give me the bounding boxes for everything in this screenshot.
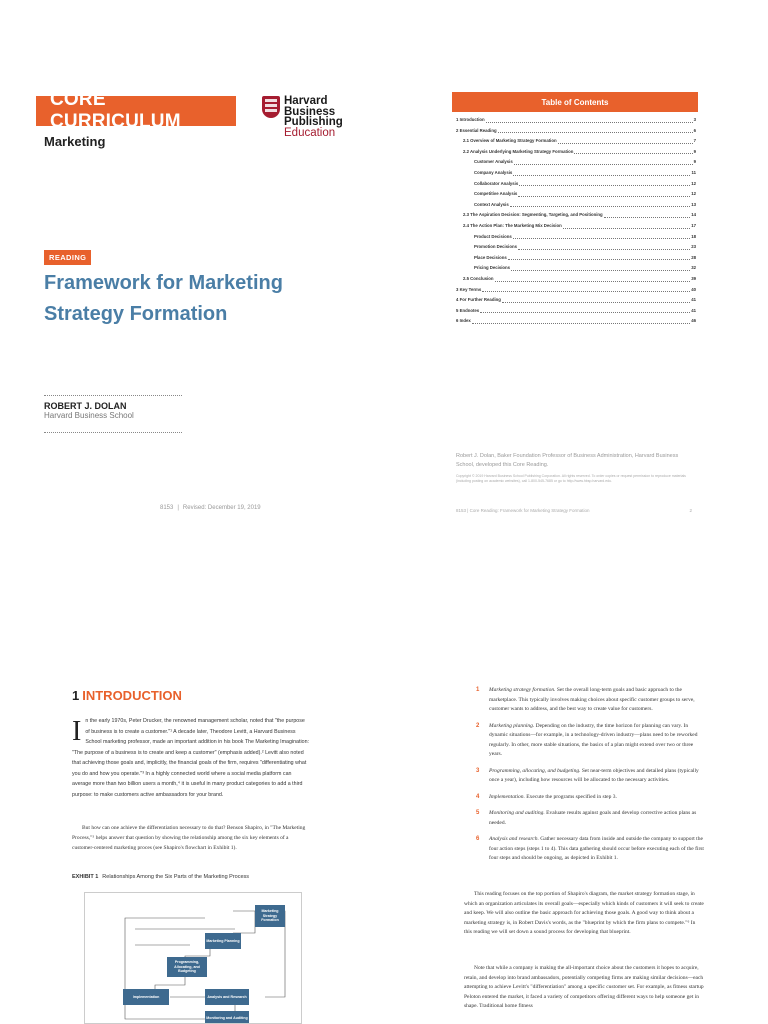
- toc-entry-page: 39: [691, 275, 696, 281]
- toc-entry[interactable]: [456, 179, 696, 190]
- page-number: 2: [689, 508, 692, 513]
- step-description: Gather necessary data from inside and outside the company to support the four action steps (steps 1 to 4). This data gathering should occur before executing each of the first four steps and should be ongoing, as depicted in Exhibit 1.: [489, 836, 704, 861]
- toc-entry-title: 5 Endnotes: [456, 307, 480, 313]
- toc-entry-title: Context Analysis: [474, 201, 509, 207]
- section-number: 1: [72, 688, 80, 703]
- step-term: Monitoring and auditing.: [489, 810, 545, 816]
- toc-entry[interactable]: [456, 232, 696, 243]
- toc-entry[interactable]: [456, 285, 696, 296]
- toc-entry[interactable]: [456, 221, 696, 232]
- toc-entry-page: 18: [691, 233, 696, 239]
- step-description: Evaluate results against goals and develop corrective action plans as needed.: [489, 810, 697, 826]
- toc-entry-page: 12: [691, 180, 696, 186]
- author-bio: Robert J. Dolan, Baker Foundation Professor of Business Administration, Harvard Business School, developed this Core Reading.: [456, 453, 679, 468]
- toc-entry-page: 9: [693, 148, 696, 154]
- reading-badge: READING: [44, 250, 91, 265]
- hbp-word-education: Education: [284, 126, 336, 139]
- toc-entry-page: 46: [691, 318, 696, 324]
- toc-entry-page: 11: [691, 169, 696, 175]
- toc-entry-title: 2.3 The Aspiration Decision: Segmenting, Targeting, and Positioning: [463, 212, 603, 218]
- step-description: Set the overall long-term goals and basic approach to the marketplace. This typically involves making choices about specific customer groups to serve, customer wants to address, and the best way to create value for customers.: [489, 687, 695, 712]
- box-implementation: Implementation: [123, 989, 169, 1005]
- toc-entry-page: 14: [691, 212, 696, 218]
- toc-leader-dots: [482, 285, 690, 293]
- step-term: Marketing strategy formation.: [489, 687, 556, 693]
- toc-entry-title: Company Analysis: [474, 169, 513, 175]
- dotted-divider-bottom: [44, 432, 182, 433]
- toc-entry-title: 2.1 Overview of Marketing Strategy Formation: [463, 138, 557, 144]
- exhibit-label: EXHIBIT 1: [72, 874, 99, 880]
- toc-leader-dots: [495, 274, 691, 282]
- process-step: [476, 686, 704, 715]
- toc-entry-page: 13: [691, 201, 696, 207]
- step-term: Programming, allocating, and budgeting.: [489, 767, 581, 774]
- core-curriculum-banner: [36, 89, 236, 132]
- section-title: INTRODUCTION: [82, 688, 182, 703]
- step-text: [489, 767, 704, 786]
- step-number: 3: [476, 767, 480, 774]
- marketing-process-diagram: [84, 892, 302, 1024]
- document-title: Framework for Marketing Strategy Formation: [44, 272, 283, 325]
- step-number: 4: [476, 793, 480, 800]
- step-number: 2: [476, 722, 480, 729]
- toc-leader-dots: [513, 232, 690, 240]
- box-planning: Marketing Planning: [205, 933, 241, 949]
- toc-leader-dots: [480, 306, 690, 314]
- intro-text-1: n the early 1970s, Peter Drucker, the renowned management scholar, noted that "the purpose of business is to create a customer."¹ A decade later, Theodore Levitt, a Harvard Business School marketing professor, made an important addition in his book The Marketing Imagination: "The purpose of a business is to create and keep a customer" (emphasis added).² Levitt also noted that achieving those goals and, implicitly, the financial goals of the firm, requires "differentiating what you do and how you operate."³ In a highly connected world where a social media platform can average more than two billion users a month,⁴ it is useful in many product categories to add a third purpose: to make customers active ambassadors for your brand.: [72, 718, 309, 798]
- toc-entry-title: Customer Analysis: [474, 159, 513, 165]
- step-description: Set near-term objectives and detailed plans (typically once a year), including how resources will be allocated to the necessary activities.: [489, 767, 699, 783]
- step-term: Marketing planning.: [489, 722, 535, 729]
- toc-entry-title: Collaborator Analysis: [474, 180, 519, 186]
- intro-paragraph-4: Note that while a company is making the all-important choice about the customers it hopes to acquire, retain, and develop into brand ambassadors, potentially competing firms are making similar decisions—each attempting to achieve Levitt's "differentiation" among a specific customer set. For example, as fitness startup Peloton entered the market, it faced a variety of competitors offering different ways to help someone get in shape. Traditional home fitness: [464, 965, 704, 1009]
- copyright-notice: Copyright © 2019 Harvard Business School Publishing Corporation. All rights reserved. To order copies or request permission to reproduce materials (including posting on academic websites), call 1-800-545-7685 or go to http://www.hbsp.harvard.edu.: [456, 474, 686, 483]
- toc-header: Table of Contents: [452, 92, 698, 112]
- toc-entry-title: 2.5 Conclusion: [463, 275, 494, 281]
- toc-entry-title: 2.4 The Action Plan: The Marketing Mix Decision: [463, 222, 562, 228]
- toc-leader-dots: [574, 147, 692, 155]
- toc-entry-title: 4 For Further Reading: [456, 297, 501, 303]
- toc-entry[interactable]: [456, 115, 696, 126]
- hbp-wordmark: [284, 96, 343, 138]
- exhibit-title: Relationships Among the Six Parts of the Marketing Process: [102, 874, 250, 880]
- footer-title: 8153 | Core Reading: Framework for Marketing Strategy Formation: [456, 508, 590, 513]
- box-monitoring: Monitoring and Auditing: [205, 1011, 249, 1024]
- toc-leader-dots: [518, 189, 690, 197]
- toc-leader-dots: [604, 210, 691, 218]
- toc-entry-title: 1 Introduction: [456, 117, 485, 122]
- toc-entry-title: 6 Index: [456, 318, 471, 324]
- process-step: [476, 722, 704, 760]
- toc-entry[interactable]: [456, 126, 696, 137]
- step-term: Analysis and research.: [489, 836, 539, 842]
- toc-entry[interactable]: [456, 295, 696, 306]
- toc-entry[interactable]: [456, 157, 696, 168]
- author-affiliation: Harvard Business School: [44, 411, 134, 420]
- step-description: Execute the programs specified in step 3.: [524, 793, 617, 800]
- toc-leader-dots: [513, 168, 690, 176]
- toc-entry-title: Promotion Decisions: [474, 244, 517, 250]
- toc-entry-page: 28: [691, 254, 696, 260]
- toc-entry[interactable]: [456, 316, 696, 327]
- hbp-logo: [262, 96, 343, 138]
- connector-strategy-planning: [233, 911, 255, 933]
- toc-leader-dots: [498, 126, 693, 134]
- toc-entry-page: 32: [691, 265, 696, 271]
- toc-entry-page: 41: [691, 307, 696, 313]
- toc-leader-dots: [472, 316, 690, 324]
- toc-leader-dots: [563, 221, 691, 229]
- toc-entry[interactable]: [456, 306, 696, 317]
- process-step: [476, 793, 704, 803]
- toc-entry-page: 12: [691, 191, 696, 197]
- toc-entry[interactable]: [456, 242, 696, 253]
- toc-entry-page: 6: [693, 127, 696, 133]
- toc-entry-title: Place Decisions: [474, 254, 507, 260]
- toc-entry-page: 23: [691, 244, 696, 250]
- process-step: [476, 809, 704, 828]
- step-number: 1: [476, 687, 480, 693]
- toc-entry-page: 9: [693, 159, 696, 165]
- toc-entry-page: 40: [691, 286, 696, 292]
- toc-entry[interactable]: [456, 253, 696, 264]
- toc-entry[interactable]: [456, 263, 696, 274]
- revised-date: Revised: December 19, 2019: [182, 505, 261, 511]
- toc-leader-dots: [510, 200, 691, 208]
- box-programming: Programming, Allocating, and Budgeting: [167, 957, 207, 977]
- toc-entry-page: 7: [693, 138, 696, 144]
- hbp-word-business: Business: [284, 105, 336, 118]
- table-of-contents: [456, 115, 696, 327]
- toc-page-footer: [456, 508, 692, 513]
- toc-leader-dots: [511, 263, 690, 271]
- toc-entry-title: 3 Key Terms: [456, 286, 482, 292]
- toc-entry[interactable]: [456, 274, 696, 285]
- toc-entry[interactable]: [456, 168, 696, 179]
- toc-entry-page: 17: [691, 222, 696, 228]
- process-step: [476, 767, 704, 786]
- toc-leader-dots: [486, 115, 693, 123]
- toc-leader-dots: [519, 179, 690, 187]
- step-number: 5: [476, 810, 480, 816]
- box-strategy-formation: Marketing Strategy Formation: [255, 905, 285, 927]
- step-term: Implementation.: [489, 793, 525, 800]
- toc-leader-dots: [514, 157, 693, 165]
- cover-footer: 8153 | Revised: December 19, 2019: [160, 505, 261, 511]
- drop-cap: I: [72, 716, 82, 747]
- dotted-divider-top: [44, 395, 182, 396]
- exhibit-caption: [72, 874, 249, 880]
- box-analysis: Analysis and Research: [205, 989, 249, 1005]
- step-text: [489, 809, 704, 828]
- toc-entry-title: Competitive Analysis: [474, 191, 518, 197]
- section-heading: [72, 688, 182, 703]
- process-step: [476, 835, 704, 864]
- hbp-word-publishing: Publishing: [284, 116, 343, 128]
- toc-entry[interactable]: [456, 147, 696, 158]
- hbp-word-harvard: Harvard: [284, 95, 328, 107]
- toc-entry[interactable]: [456, 189, 696, 200]
- step-description: Depending on the industry, the time horizon for planning can vary. In dynamic situations—for example, in a technology-driven industry—plans need to be reworked regularly. In other, more stable situations, the basics of a plan might extend over two or three years.: [489, 722, 698, 757]
- step-text: [489, 686, 704, 715]
- toc-entry[interactable]: [456, 210, 696, 221]
- toc-entry-title: Product Decisions: [474, 233, 512, 239]
- series-label: CORE CURRICULUM: [42, 96, 236, 126]
- toc-entry-title: Pricing Decisions: [474, 265, 511, 271]
- toc-entry-page: 3: [693, 117, 696, 122]
- intro-paragraph-1: [72, 716, 310, 800]
- subject-label: Marketing: [44, 134, 106, 149]
- toc-entry[interactable]: [456, 200, 696, 211]
- harvard-shield-icon: [262, 96, 280, 118]
- toc-leader-dots: [502, 295, 690, 303]
- toc-leader-dots: [508, 253, 690, 261]
- intro-paragraph-3: This reading focuses on the top portion of Shapiro's diagram, the market strategy formation stage, in which an organization articulates its overall goals—especially which kinds of customers it will seek to create and keep. We will also outline the basic approach for achieving those goals. A good way to think about a marketing strategy is, in Robert Davis's words, as the "blueprint by which the firm plans to compete."⁶ In this reading we will set down a sound process for developing that blueprint.: [464, 891, 704, 935]
- step-text: [489, 835, 704, 864]
- step-text: [489, 793, 704, 803]
- intro-paragraph-2: But how can one achieve the differentiation necessary to do that? Benson Shapiro, in "The Marketing Process,"⁵ helps answer that question by showing the relationship among the six key elements of a customer-centered marketing proces (see Shapiro's flowchart in Exhibit 1).: [72, 825, 306, 851]
- toc-entry-title: 2.2 Analysis Underlying Marketing Strategy Formation: [463, 148, 574, 154]
- step-text: [489, 722, 704, 760]
- process-steps-list: [476, 686, 704, 871]
- toc-leader-dots: [518, 242, 690, 250]
- author-name: ROBERT J. DOLAN: [44, 401, 127, 411]
- toc-entry-page: 41: [691, 297, 696, 303]
- toc-leader-dots: [558, 136, 693, 144]
- toc-entry[interactable]: [456, 136, 696, 147]
- product-code: 8153: [160, 505, 174, 511]
- toc-entry-title: 2 Essential Reading: [456, 127, 497, 133]
- step-number: 6: [476, 836, 480, 842]
